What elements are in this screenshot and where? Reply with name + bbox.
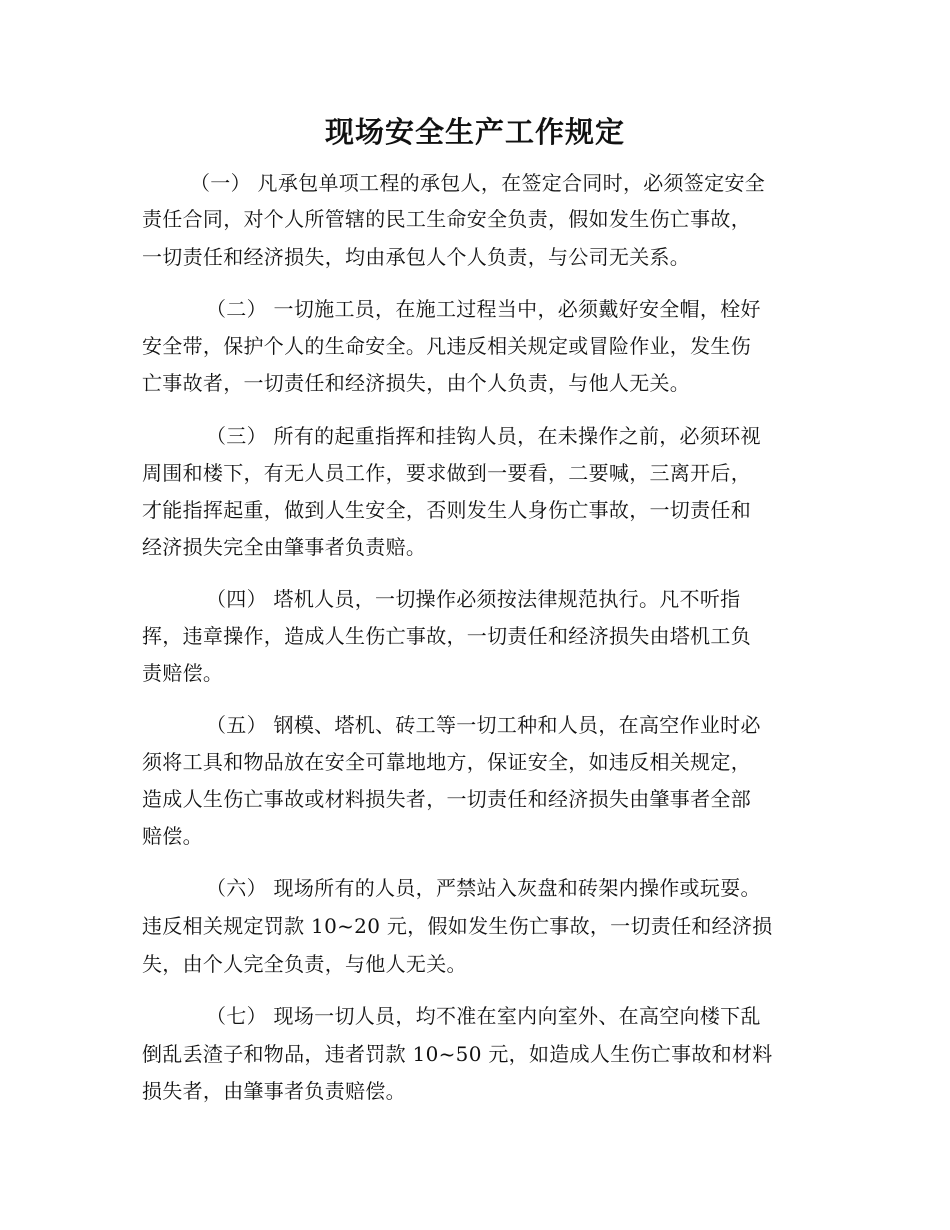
paragraph-7-line-1: （七） 现场一切人员，均不准在室内向室外、在高空向楼下乱 — [206, 1004, 761, 1028]
paragraph-6-line-2: 违反相关规定罚款 10~20 元，假如发生伤亡事故，一切责任和经济损 — [142, 914, 773, 938]
paragraph-5-line-2: 须将工具和物品放在安全可靠地地方，保证安全，如违反相关规定， — [142, 750, 751, 774]
paragraph-2-line-2: 安全带，保护个人的生命安全。凡违反相关规定或冒险作业，发生伤 — [142, 334, 751, 358]
paragraph-4-line-1: （四） 塔机人员，一切操作必须按法律规范执行。凡不听指 — [206, 587, 741, 611]
paragraph-5-line-1: （五） 钢模、塔机、砖工等一切工种和人员，在高空作业时必 — [206, 713, 761, 737]
paragraph-5-line-3: 造成人生伤亡事故或材料损失者，一切责任和经济损失由肇事者全部 — [142, 787, 751, 811]
document-title: 现场安全生产工作规定 — [324, 115, 625, 149]
paragraph-7-line-3: 损失者，由肇事者负责赔偿。 — [142, 1079, 406, 1103]
paragraph-7-line-2: 倒乱丢渣子和物品，违者罚款 10~50 元，如造成人生伤亡事故和材料 — [142, 1042, 773, 1066]
paragraph-1-line-3: 一切责任和经济损失，均由承包人个人负责，与公司无关系。 — [142, 245, 691, 269]
paragraph-3-line-2: 周围和楼下，有无人员工作，要求做到一要看，二要喊，三离开后， — [142, 461, 751, 485]
paragraph-6-line-3: 失，由个人完全负责，与他人无关。 — [142, 952, 467, 976]
paragraph-2-line-1: （二） 一切施工员，在施工过程当中，必须戴好安全帽，栓好 — [206, 297, 761, 321]
paragraph-4-line-3: 责赔偿。 — [142, 661, 224, 685]
paragraph-1-line-1: （一） 凡承包单项工程的承包人，在签定合同时，必须签定安全 — [190, 171, 766, 195]
paragraph-4-line-2: 挥，违章操作，造成人生伤亡事故，一切责任和经济损失由塔机工负 — [142, 624, 751, 648]
paragraph-3-line-3: 才能指挥起重，做到人生安全，否则发生人身伤亡事故，一切责任和 — [142, 498, 751, 522]
paragraph-3-line-4: 经济损失完全由肇事者负责赔。 — [142, 535, 427, 559]
paragraph-1-line-2: 责任合同，对个人所管辖的民工生命安全负责，假如发生伤亡事故， — [142, 207, 751, 231]
paragraph-2-line-3: 亡事故者，一切责任和经济损失，由个人负责，与他人无关。 — [142, 371, 691, 395]
paragraph-3-line-1: （三） 所有的起重指挥和挂钩人员，在未操作之前，必须环视 — [206, 424, 761, 448]
paragraph-6-line-1: （六） 现场所有的人员，严禁站入灰盘和砖架内操作或玩耍。 — [206, 876, 761, 900]
paragraph-5-line-4: 赔偿。 — [142, 824, 203, 848]
